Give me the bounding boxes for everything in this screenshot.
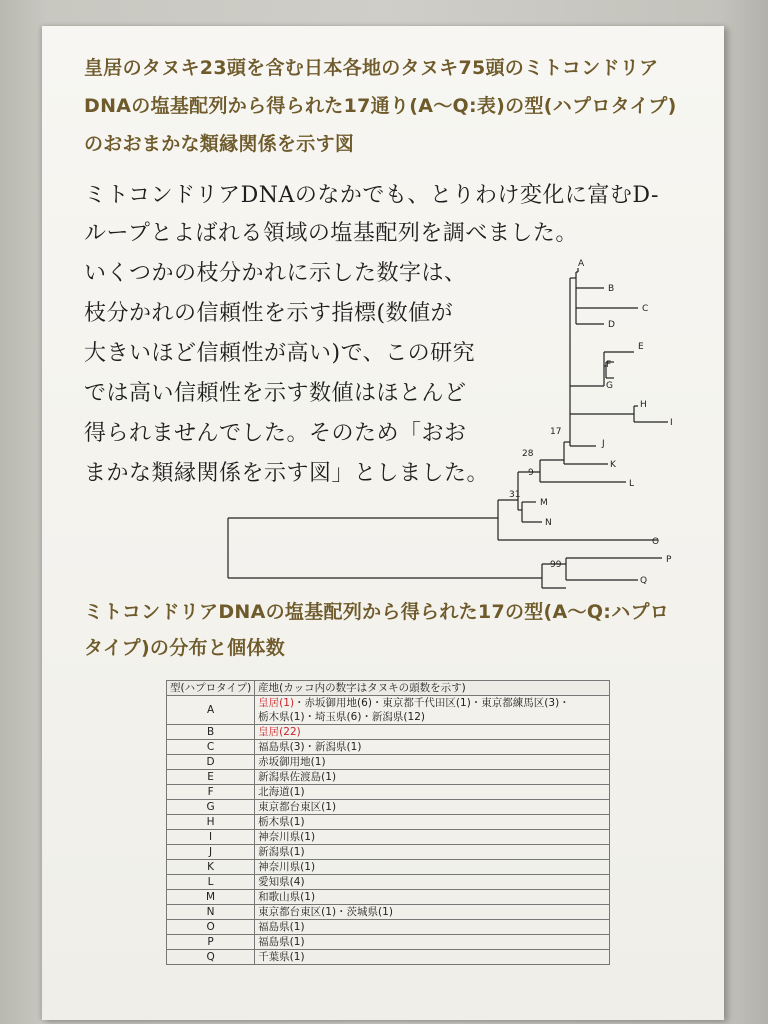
leaf-label-g: G: [606, 381, 613, 391]
leaf-label-h: H: [640, 400, 647, 410]
leaf-label-l: L: [629, 479, 635, 489]
type-cell: M: [167, 890, 255, 905]
body-line-5: 大きいほど信頼性が高い)で、この研究: [84, 341, 476, 366]
leaf-label-d: D: [608, 320, 615, 330]
locality-text: ・赤坂御用地(6)・東京都千代田区(1)・東京都練馬区(3)・: [294, 697, 570, 709]
body-line-2: ループとよばれる領域の塩基配列を調べました。: [84, 221, 578, 246]
locality-cell: 赤坂御用地(1): [255, 755, 610, 770]
locality-cell: 新潟県佐渡島(1): [255, 770, 610, 785]
exhibit-panel: [42, 26, 724, 1020]
leaf-label-p: P: [666, 555, 672, 565]
title-line-3: のおおまかな類縁関係を示す図: [84, 133, 355, 155]
type-cell: C: [167, 740, 255, 755]
body-line-8: まかな類縁関係を示す図」としました。: [84, 461, 490, 486]
body-line-6: では高い信頼性を示す数値はほとんど: [84, 381, 467, 406]
support-value-31: 31: [509, 490, 521, 500]
table-row: [167, 785, 610, 800]
leaf-label-f: F: [606, 360, 612, 370]
table-row: [167, 920, 610, 935]
locality-cell: 福島県(1): [255, 920, 610, 935]
title-line-1: 皇居のタヌキ23頭を含む日本各地のタヌキ75頭のミトコンドリア: [84, 57, 659, 79]
haplotype-distribution-table: [166, 680, 610, 965]
leaf-label-b: B: [608, 284, 615, 294]
support-value-9: 9: [528, 468, 534, 478]
table-row: [167, 890, 610, 905]
imperial-palace-count: 皇居(1): [258, 697, 295, 709]
locality-cell: 福島県(3)・新潟県(1): [255, 740, 610, 755]
table-row: [167, 830, 610, 845]
leaf-label-q: Q: [640, 576, 648, 586]
type-cell: J: [167, 845, 255, 860]
locality-cell: 神奈川県(1): [255, 860, 610, 875]
leaf-label-e: E: [638, 342, 644, 352]
section-title-line-1: ミトコンドリアDNAの塩基配列から得られた17の型(A〜Q:ハプロ: [84, 601, 670, 623]
type-cell: B: [167, 725, 255, 740]
leaf-label-j: J: [602, 439, 605, 449]
locality-cell: 千葉県(1): [255, 950, 610, 965]
leaf-label-c: C: [642, 304, 649, 314]
table-row: [167, 740, 610, 755]
type-cell: K: [167, 860, 255, 875]
imperial-palace-count: 皇居(22): [258, 726, 301, 738]
leaf-label-o: O: [652, 537, 660, 547]
leaf-label-n: N: [545, 518, 552, 528]
support-value-99: 99: [550, 560, 562, 570]
locality-cell: 栃木県(1): [255, 815, 610, 830]
body-line-4: 枝分かれの信頼性を示す指標(数値が: [84, 301, 454, 326]
table-row: [167, 770, 610, 785]
title-line-2: DNAの塩基配列から得られた17通り(A〜Q:表)の型(ハプロタイプ): [84, 95, 677, 117]
locality-cell: 福島県(1): [255, 935, 610, 950]
support-value-28: 28: [522, 449, 534, 459]
locality-cell: 東京都台東区(1)・茨城県(1): [255, 905, 610, 920]
type-cell: F: [167, 785, 255, 800]
locality-cell: 神奈川県(1): [255, 830, 610, 845]
type-cell: Q: [167, 950, 255, 965]
type-cell: H: [167, 815, 255, 830]
table-row: [167, 755, 610, 770]
locality-cell: 愛知県(4): [255, 875, 610, 890]
type-cell: G: [167, 800, 255, 815]
locality-cell: [255, 725, 610, 740]
locality-cell: 北海道(1): [255, 785, 610, 800]
table-row: [167, 696, 610, 725]
body-line-1: ミトコンドリアDNAのなかでも、とりわけ変化に富むD-: [84, 183, 659, 208]
header-locality: 産地(カッコ内の数字はタヌキの頭数を示す): [255, 681, 610, 696]
table-row: [167, 725, 610, 740]
table-row: [167, 845, 610, 860]
table-row: [167, 905, 610, 920]
locality-text-continued: 栃木県(1)・埼玉県(6)・新潟県(12): [258, 711, 425, 723]
locality-cell: 東京都台東区(1): [255, 800, 610, 815]
body-line-7: 得られませんでした。そのため「おお: [84, 421, 467, 446]
table-row: [167, 800, 610, 815]
table-row: [167, 860, 610, 875]
header-type: 型(ハプロタイプ): [167, 681, 255, 696]
type-cell: A: [167, 696, 255, 725]
locality-cell: 和歌山県(1): [255, 890, 610, 905]
leaf-label-i: I: [670, 418, 673, 428]
type-cell: O: [167, 920, 255, 935]
table-row: [167, 950, 610, 965]
type-cell: P: [167, 935, 255, 950]
support-value-17: 17: [550, 427, 562, 437]
section-title-line-2: タイプ)の分布と個体数: [84, 637, 286, 659]
locality-cell: 新潟県(1): [255, 845, 610, 860]
table-row: [167, 815, 610, 830]
type-cell: D: [167, 755, 255, 770]
table-header-row: [167, 681, 610, 696]
type-cell: E: [167, 770, 255, 785]
leaf-label-m: M: [540, 498, 548, 508]
type-cell: I: [167, 830, 255, 845]
type-cell: L: [167, 875, 255, 890]
table-row: [167, 935, 610, 950]
leaf-label-k: K: [610, 460, 616, 470]
table-row: [167, 875, 610, 890]
type-cell: N: [167, 905, 255, 920]
leaf-label-a: A: [578, 259, 585, 269]
body-line-3: いくつかの枝分かれに示した数字は、: [84, 261, 467, 286]
locality-cell: [255, 696, 610, 725]
